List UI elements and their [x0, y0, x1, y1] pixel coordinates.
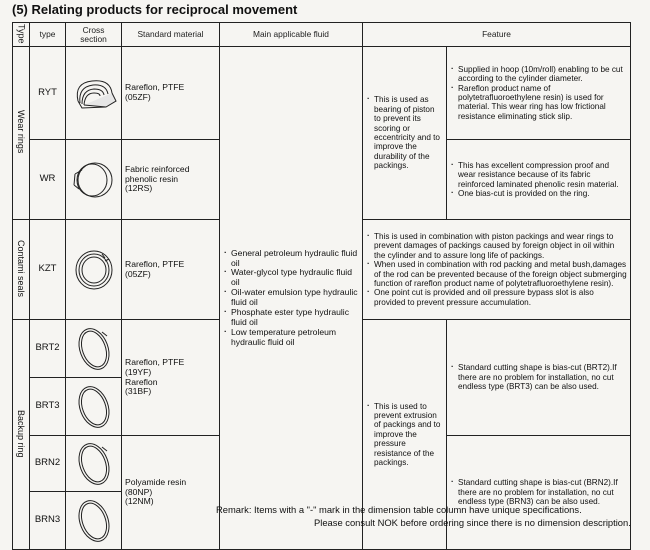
group-wear-rings: Wear rings [13, 47, 30, 220]
list-item: · Water-glycol type hydraulic fluid oil [231, 268, 359, 288]
hoop-roll-icon [70, 71, 118, 115]
type-code-brt2: BRT2 [30, 320, 66, 378]
feature-ryt [447, 47, 631, 140]
feature-brt [447, 320, 631, 436]
cross-section-brt2 [66, 320, 122, 378]
backup-ring-bias-cut-icon [71, 324, 117, 374]
group-backup-ring: Backup ring [13, 320, 30, 550]
material-wr: Fabric reinforced phenolic resin (12RS) [122, 140, 220, 220]
fluid-list [223, 249, 359, 348]
feature-wr [447, 140, 631, 220]
list-item: · Low temperature petroleum hydraulic fluid oil [231, 328, 359, 348]
material-ryt: Rareflon, PTFE (05ZF) [122, 47, 220, 140]
type-code-brn3: BRN3 [30, 492, 66, 550]
type-code-ryt: RYT [30, 47, 66, 140]
header-standard-material: Standard material [122, 23, 220, 47]
list-item: · This has excellent compression proof and wear resistance because of its fabric reinforced laminated phenolic resin material. [458, 161, 627, 189]
list-item: · This is used as bearing of piston to prevent its scoring or eccentricity and to improve the durability of the packings. [374, 95, 443, 170]
list-item: · This is used to prevent extrusion of packings and to improve the pressure resistance of the packings. [374, 402, 443, 468]
list-item: · When used in combination with rod packing and metal bush,damages of the rod can be prevented because of the foreign object submerging function of rareflon product name of polytetrafluoroethylene resin). [374, 260, 627, 288]
cross-section-ryt [66, 47, 122, 140]
header-row [13, 23, 631, 47]
feature-brn [447, 436, 631, 550]
cross-section-brt3 [66, 378, 122, 436]
backup-ring-endless-icon [71, 382, 117, 432]
header-main-fluid: Main applicable fluid [220, 23, 363, 47]
cross-section-brn2 [66, 436, 122, 492]
material-brt: Rareflon, PTFE (19YF) Rareflon (31BF) [122, 320, 220, 436]
remark-line-1: Remark: Items with a "-" mark in the dimension table column have unique specifications. [216, 504, 582, 515]
remark-note [216, 503, 631, 529]
list-item: · One bias-cut is provided on the ring. [458, 189, 627, 198]
wear-ring-icon [69, 158, 119, 202]
list-item: · Supplied in hoop (10m/roll) enabling to be cut according to the cylinder diameter. [458, 65, 627, 84]
type-code-brn2: BRN2 [30, 436, 66, 492]
material-kzt: Rareflon, PTFE (05ZF) [122, 220, 220, 320]
header-type: type [30, 23, 66, 47]
list-item: · Standard cutting shape is bias-cut (BRN2).If there are no problem for installation, no cut endless type (BRN3) can be also used. [458, 478, 627, 506]
list-item: · Phosphate ester type hydraulic fluid oil [231, 308, 359, 328]
type-code-wr: WR [30, 140, 66, 220]
type-code-kzt: KZT [30, 220, 66, 320]
header-feature: Feature [363, 23, 631, 47]
backup-ring-endless-icon [71, 496, 117, 546]
feature-kzt [363, 220, 631, 320]
backup-ring-bias-cut-icon [71, 439, 117, 489]
list-item: · Standard cutting shape is bias-cut (BRT2).If there are no problem for installation, no cut endless type (BRT3) can be also used. [458, 363, 627, 391]
products-table [12, 22, 631, 550]
group-contami-seals: Contami seals [13, 220, 30, 320]
header-cross-section: Cross section [66, 23, 122, 47]
header-type-group: Type [13, 23, 30, 47]
contami-seal-icon [69, 247, 119, 293]
type-code-brt3: BRT3 [30, 378, 66, 436]
table-row-ryt [13, 47, 631, 140]
remark-line-2: Please consult NOK before ordering since there is no dimension description. [314, 517, 631, 528]
material-brn: Polyamide resin (80NP) (12NM) [122, 436, 220, 550]
cross-section-kzt [66, 220, 122, 320]
list-item: · One point cut is provided and oil pressure bypass slot is also provided to prevent pressure accumulation. [374, 288, 627, 307]
list-item: · General petroleum hydraulic fluid oil [231, 249, 359, 269]
cross-section-wr [66, 140, 122, 220]
list-item: · Oil-water emulsion type hydraulic fluid oil [231, 288, 359, 308]
list-item: · This is used in combination with piston packings and wear rings to prevent damages of packings caused by foreign object in oil within the cylinder and to assure long life of packings. [374, 232, 627, 260]
cross-section-brn3 [66, 492, 122, 550]
list-item: · Rareflon product name of polytetrafluoroethylene resin) is used for material. This wear ring has low frictional resistance eliminating stick slip. [458, 84, 627, 122]
main-fluid-cell [220, 47, 363, 550]
page-title: (5) Relating products for reciprocal movement [12, 2, 298, 17]
feature-wear-common [363, 47, 447, 220]
